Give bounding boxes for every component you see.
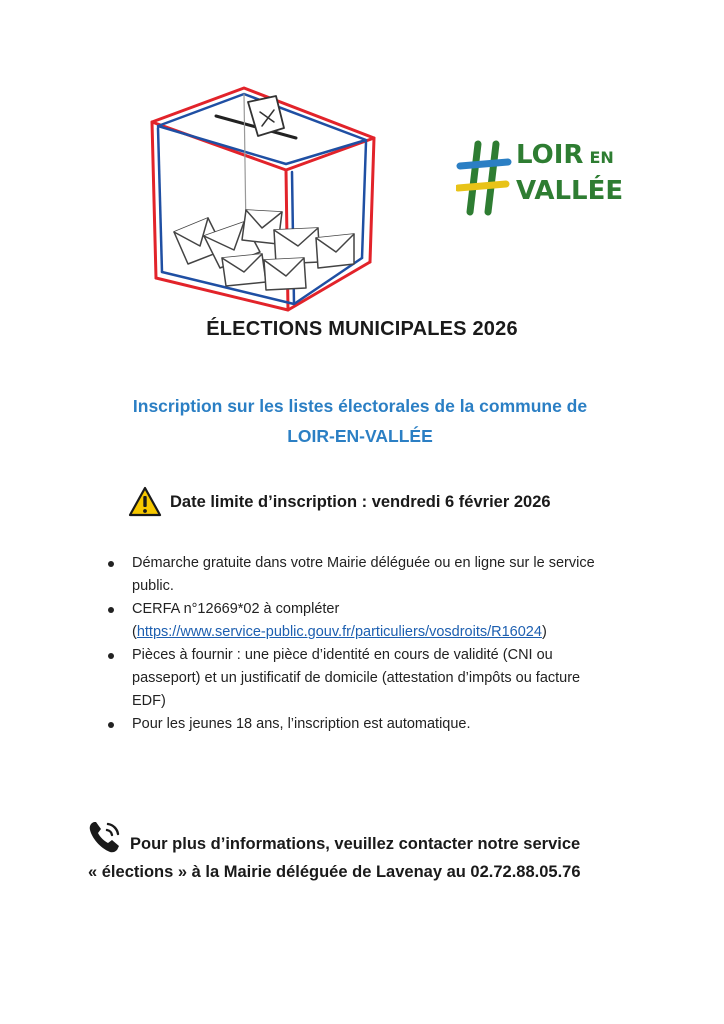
logo-wordmark — [516, 142, 623, 204]
logo-line2: VALLÉE — [516, 176, 624, 206]
requirements-list — [104, 552, 644, 736]
warning-icon — [128, 486, 162, 518]
list-item — [104, 598, 644, 644]
logo-line1-small: EN — [589, 148, 614, 167]
list-item — [104, 552, 644, 598]
logo-line1-main: LOIR — [516, 140, 584, 170]
list-item-text: CERFA n°12669*02 à compléter — [132, 601, 340, 617]
cerfa-link-line — [132, 621, 644, 644]
list-item-text: public. — [132, 578, 174, 594]
paren-open: ( — [132, 624, 137, 640]
page-title: ÉLECTIONS MUNICIPALES 2026 — [206, 318, 518, 340]
list-item-text: EDF) — [132, 693, 166, 709]
list-item — [104, 644, 644, 713]
deadline-notice — [128, 484, 551, 520]
subtitle — [60, 391, 660, 451]
list-item-text: Pour les jeunes 18 ans, l’inscription est automatique. — [132, 716, 471, 732]
contact-info — [86, 818, 646, 886]
bullet-icon — [108, 561, 114, 567]
paren-close: ) — [541, 624, 547, 640]
contact-line1: Pour plus d’informations, veuillez contacter notre service — [130, 835, 581, 853]
bullet-icon — [108, 722, 114, 728]
subtitle-line1: Inscription sur les listes électorales de la commune de — [132, 396, 588, 416]
subtitle-line2: LOIR-EN-VALLÉE — [287, 426, 433, 446]
list-item — [104, 713, 644, 736]
service-public-link[interactable]: https://www.service-public.gouv.fr/particuliers/vosdroits/R16024 — [136, 624, 542, 640]
list-item-text: Démarche gratuite dans votre Mairie déléguée ou en ligne sur le service — [132, 555, 595, 571]
deadline-text: Date limite d’inscription : vendredi 6 février 2026 — [170, 492, 551, 511]
bullet-icon — [108, 653, 114, 659]
hashtag-logo-icon — [456, 140, 512, 216]
ballot-box-illustration — [148, 82, 380, 314]
list-item-text: Pièces à fournir : une pièce d’identité en cours de validité (CNI ou — [132, 647, 553, 663]
loir-en-vallee-logo — [452, 140, 624, 220]
contact-line2: « élections » à la Mairie déléguée de Lavenay au 02.72.88.05.76 — [88, 863, 581, 881]
phone-icon — [86, 818, 124, 856]
list-item-text: passeport) et un justificatif de domicile (attestation d’impôts ou facture — [132, 670, 581, 686]
bullet-icon — [108, 607, 114, 613]
